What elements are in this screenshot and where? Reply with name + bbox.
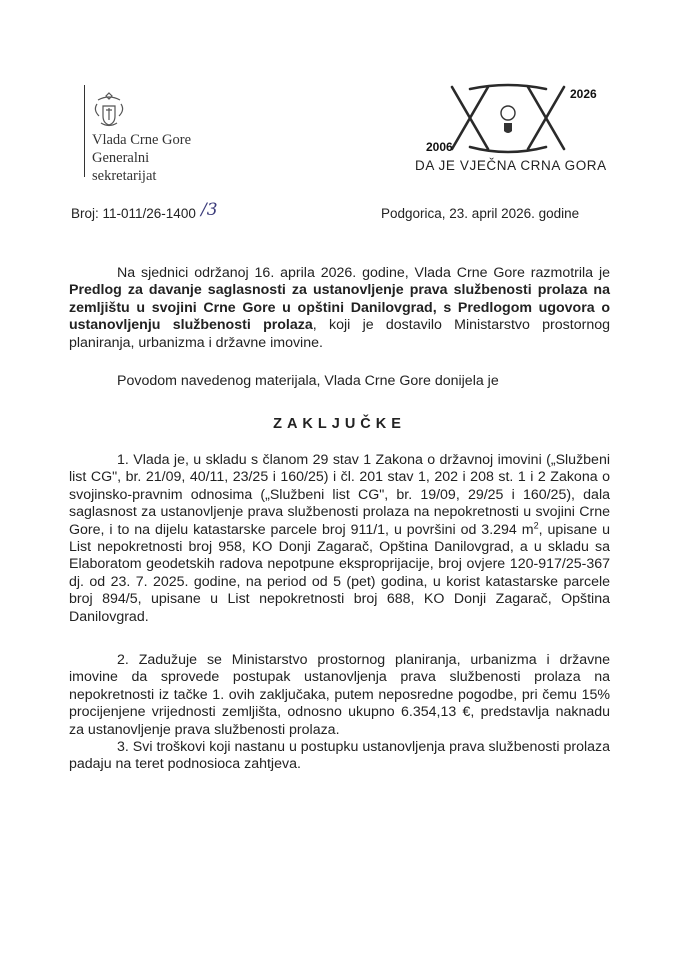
conclusion-1-text-b: , upisane u List nepokretnosti broj 958, KO Donji Zagarač, Opština Danilovgrad, a u skladu sa Elaboratom geodetskih radova nepotpune eksproprijacije, broj ovjere 120-917/25-367 dj. od 23. 7. 2025. godine, na period od 5 (pet) godina, u korist katastarske parcele broj 894/5, upisane u List nepokretnosti broj 688, KO Donji Zagarač, Opština Danilovgrad.: [69, 521, 610, 625]
header-divider: [84, 85, 85, 177]
coat-of-arms-icon: [92, 90, 126, 130]
intro-text-2: , koji je dostavilo Ministarstvo prostornog planiranja, urbanizma i državne imovine.: [69, 317, 610, 351]
slogan: DA JE VJEČNA CRNA GORA: [415, 158, 607, 173]
conclusion-1: [69, 452, 610, 626]
superscript-2: 2: [533, 519, 539, 530]
gov-line-2: Generalni: [92, 150, 150, 166]
document-number: Broj: 11-011/26-1400: [71, 206, 196, 221]
conclusion-1-text-a: 1. Vlada je, u skladu s članom 29 stav 1 Zakona o državnoj imovini („Službeni list CG", br. 21/09, 40/11, 23/25 i 160/25) i čl. 201 stav 1, 202 i 208 st. 1 i 2 Zakona o svojinsko-pravnim odnosima („Službeni list CG", br. 19/09, 29/25 i 160/25), dala saglasnost za ustanovljenje prava službenosti prolaza na nepokretnosti u svojini Crne Gore, i to na dijelu katastarske parcele broj 911/1, u površini od 3.294 m: [69, 452, 610, 538]
anniversary-logo: [448, 83, 568, 155]
gov-line-1: Vlada Crne Gore: [92, 132, 192, 148]
conclusion-2: 2. Zadužuje se Ministarstvo prostornog planiranja, urbanizma i državne imovine da sprovede postupak ustanovljenja prava službenosti prolaza na nepokretnosti iz tačke 1. ovih zaključaka, putem neposredne pogodbe, pri čemu 15% procijenjene vrijednosti zemljišta, odnosno ukupno 6.354,13 €, predstavlja naknadu za ustanovljenje prava službenosti prolaza.: [69, 652, 610, 738]
place-date: Podgorica, 23. april 2026. godine: [381, 206, 580, 221]
gov-line-3: sekretarijat: [92, 168, 157, 184]
povodom-line: Povodom navedenog materijala, Vlada Crne Gore donijela je: [117, 373, 499, 389]
intro-text-1: Na sjednici održanoj 16. aprila 2026. godine, Vlada Crne Gore razmotrila je: [117, 265, 610, 281]
conclusion-3: 3. Svi troškovi koji nastanu u postupku ustanovljenja prava službenosti prolaza padaju na teret podnosioca zahtjeva.: [69, 739, 610, 773]
handwritten-number: /3: [201, 200, 218, 220]
conclusions-heading: ZAKLJUČKE: [273, 416, 406, 432]
intro-paragraph: [69, 265, 610, 352]
proposal-title: Predlog za davanje saglasnosti za ustanovljenje prava službenosti prolaza na zemljištu u svojini Crne Gore u opštini Danilovgrad, s Predlogom ugovora o ustanovljenju službenosti prolaza: [69, 282, 610, 334]
year-left: 2006: [426, 140, 453, 154]
year-right: 2026: [570, 87, 597, 101]
